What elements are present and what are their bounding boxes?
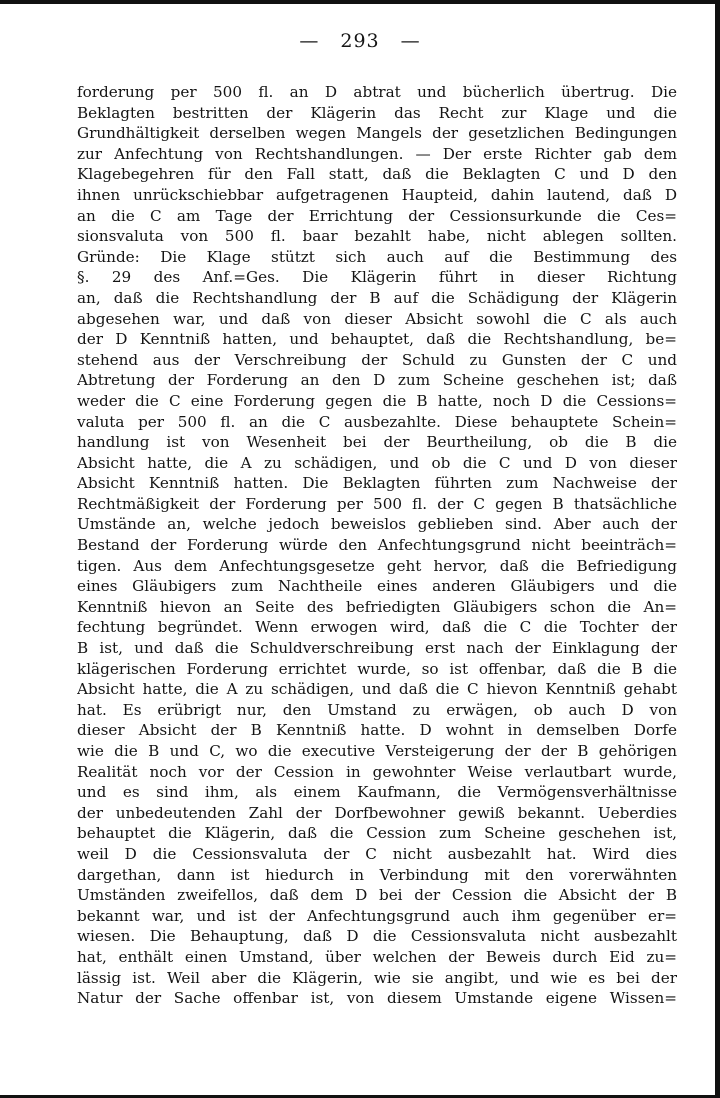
text-line: Realität noch vor der Cession in gewohnter Weise verlautbart wurde, <box>77 762 677 781</box>
text-line: zur Anfechtung von Rechtshandlungen. — Der erste Richter gab dem <box>77 144 677 163</box>
text-line: Umständen zweifellos, daß dem D bei der Cession die Absicht der B <box>77 886 677 905</box>
page-number: 293 <box>340 30 380 52</box>
text-line: weder die C eine Forderung gegen die B hatte, noch D die Cessions= <box>77 391 677 410</box>
text-line: sionsvaluta von 500 fl. baar bezahlt habe, nicht ablegen sollten. <box>77 227 677 246</box>
header-dash-left: — <box>299 30 320 52</box>
text-line: behauptet die Klägerin, daß die Cession zum Scheine geschehen ist, <box>77 824 677 843</box>
text-line: handlung ist von Wesenheit bei der Beurtheilung, ob die B die <box>77 433 677 452</box>
text-line: bekannt war, und ist der Anfechtungsgrund auch ihm gegenüber er= <box>77 906 677 925</box>
text-line: dargethan, dann ist hiedurch in Verbindung mit den vorerwähnten <box>77 865 677 884</box>
text-line: eines Gläubigers zum Nachtheile eines anderen Gläubigers und die <box>77 577 677 596</box>
text-line: tigen. Aus dem Anfechtungsgesetze geht hervor, daß die Befriedigung <box>77 556 677 575</box>
text-line: Bestand der Forderung würde den Anfechtungsgrund nicht beeinträch= <box>77 536 677 555</box>
text-line: Grundhältigkeit derselben wegen Mangels der gesetzlichen Bedingungen <box>77 124 677 143</box>
text-line: fechtung begründet. Wenn erwogen wird, daß die C die Tochter der <box>77 618 677 637</box>
text-line: an, daß die Rechtshandlung der B auf die Schädigung der Klägerin <box>77 288 677 307</box>
header-dash-right: — <box>400 30 421 52</box>
body-text <box>77 82 677 1009</box>
text-line: hat. Es erübrigt nur, den Umstand zu erwägen, ob auch D von <box>77 700 677 719</box>
text-line: Natur der Sache offenbar ist, von diesem Umstande eigene Wissen= <box>77 989 677 1008</box>
text-line: B ist, und daß die Schuldverschreibung erst nach der Einklagung der <box>77 639 677 658</box>
scan-edge-top <box>0 0 720 4</box>
text-line: Gründe: Die Klage stützt sich auch auf die Bestimmung des <box>77 247 677 266</box>
text-line: an die C am Tage der Errichtung der Cessionsurkunde die Ces= <box>77 206 677 225</box>
text-line: ihnen unrückschiebbar aufgetragenen Haupteid, dahin lautend, daß D <box>77 185 677 204</box>
text-line: forderung per 500 fl. an D abtrat und bücherlich übertrug. Die <box>77 83 677 101</box>
text-line: Klagebegehren für den Fall statt, daß die Beklagten C und D den <box>77 165 677 184</box>
text-line: stehend aus der Verschreibung der Schuld zu Gunsten der C und <box>77 350 677 369</box>
text-line: Rechtmäßigkeit der Forderung per 500 fl. der C gegen B thatsächliche <box>77 494 677 513</box>
text-line: Absicht hatte, die A zu schädigen, und ob die C und D von dieser <box>77 453 677 472</box>
page-header <box>0 30 720 52</box>
text-line: der D Kenntniß hatten, und behauptet, daß die Rechtshandlung, be= <box>77 330 677 349</box>
text-line: Umstände an, welche jedoch beweislos geblieben sind. Aber auch der <box>77 515 677 534</box>
text-line: Beklagten bestritten der Klägerin das Recht zur Klage und die <box>77 103 677 122</box>
text-line: Absicht hatte, die A zu schädigen, und daß die C hievon Kenntniß gehabt <box>77 680 677 699</box>
text-line: lässig ist. Weil aber die Klägerin, wie sie angibt, und wie es bei der <box>77 968 677 987</box>
text-line: klägerischen Forderung errichtet wurde, so ist offenbar, daß die B die <box>77 659 677 678</box>
text-line: dieser Absicht der B Kenntniß hatte. D wohnt in demselben Dorfe <box>77 721 677 740</box>
text-line: wie die B und C, wo die executive Versteigerung der der B gehörigen <box>77 742 677 760</box>
text-line: §. 29 des Anf.=Ges. Die Klägerin führt in dieser Richtung <box>77 268 677 287</box>
scan-edge-right <box>715 0 720 1098</box>
text-line: der unbedeutenden Zahl der Dorfbewohner gewiß bekannt. Ueberdies <box>77 803 677 822</box>
text-line: und es sind ihm, als einem Kaufmann, die Vermögensverhältnisse <box>77 783 677 802</box>
text-line: hat, enthält einen Umstand, über welchen der Beweis durch Eid zu= <box>77 947 677 966</box>
text-line: Abtretung der Forderung an den D zum Scheine geschehen ist; daß <box>77 371 677 390</box>
text-line: abgesehen war, und daß von dieser Absicht sowohl die C als auch <box>77 309 677 328</box>
text-line: valuta per 500 fl. an die C ausbezahlte. Diese behauptete Schein= <box>77 412 677 431</box>
text-line: weil D die Cessionsvaluta der C nicht ausbezahlt hat. Wird dies <box>77 844 677 863</box>
text-line: wiesen. Die Behauptung, daß D die Cessionsvaluta nicht ausbezahlt <box>77 927 677 946</box>
text-line: Kenntniß hievon an Seite des befriedigten Gläubigers schon die An= <box>77 597 677 616</box>
text-line: Absicht Kenntniß hatten. Die Beklagten führten zum Nachweise der <box>77 474 677 493</box>
